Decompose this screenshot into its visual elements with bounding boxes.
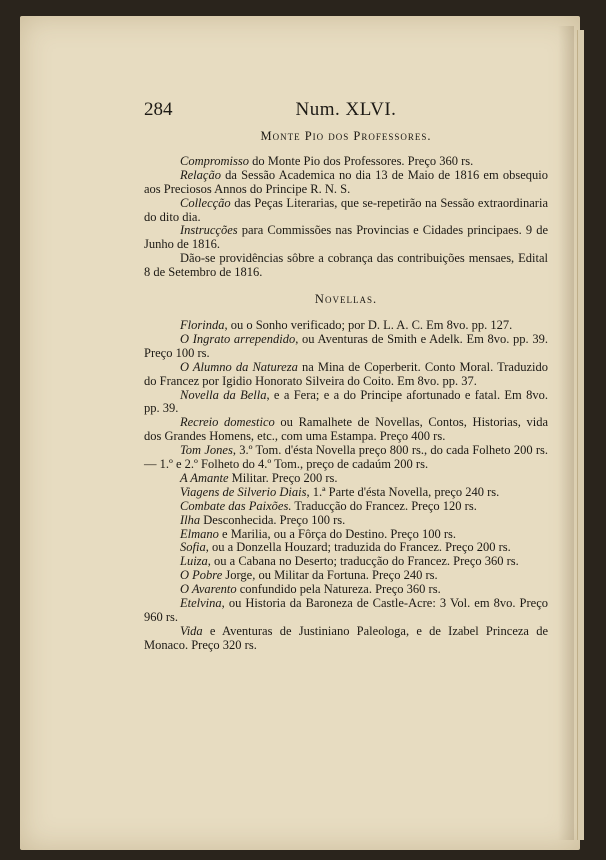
entry-text: e Marilia, ou a Fôrça do Destino. Preço 100 rs.	[218, 526, 456, 541]
entry-text: confundido pela Natureza. Preço 360 rs.	[236, 582, 441, 597]
catalog-entry	[144, 361, 548, 389]
page-header	[144, 98, 548, 124]
entry-title: O Alumno da Natureza	[180, 359, 298, 374]
catalog-entry	[144, 486, 548, 500]
entry-text: na Mina de Coperberit. Conto Moral. Traduzido do Francez por Igidio Honorato Silveira do Coito. Em 8vo. pp. 37.	[144, 359, 548, 388]
entry-text: Dão-se providências sôbre a cobrança das contribuições mensaes, Edital 8 de Setembro de 1816.	[144, 251, 548, 280]
entry-title: O Ingrato arrependido	[180, 331, 296, 346]
section-title: Novellas.	[314, 292, 378, 307]
page-fold-shadow	[558, 26, 574, 840]
entry-text: para Commissões nas Provincias e Cidades principaes. 9 de Junho de 1816.	[144, 223, 548, 252]
entry-title: Recreio domestico	[180, 415, 275, 430]
entry-title: Novella da Bella	[180, 387, 267, 402]
entry-text: do Monte Pio dos Professores. Preço 360 rs.	[249, 153, 474, 168]
entry-text: , 1.ª Parte d'ésta Novella, preço 240 rs.	[306, 484, 500, 499]
entry-text: e Aventuras de Justiniano Paleologa, e de Izabel Princeza de Monaco. Preço 320 rs.	[144, 623, 548, 652]
entry-title: Etelvina	[180, 596, 222, 611]
sections-container	[144, 130, 548, 653]
running-head: Num. XLVI.	[295, 99, 397, 120]
catalog-entry	[144, 416, 548, 444]
entry-text: Desconhecida. Preço 100 rs.	[200, 512, 346, 527]
entry-text: da Sessão Academica no dia 13 de Maio de 1816 em obsequio aos Preciosos Annos do Principe R. N. S.	[144, 167, 548, 196]
entry-title: Florinda	[180, 317, 225, 332]
entry-text: ou Ramalhete de Novellas, Contos, Historias, vida dos Grandes Homens, etc., com uma Estampa. Preço 400 rs.	[144, 415, 548, 444]
page-number: 284	[144, 99, 173, 120]
catalog-entry	[144, 197, 548, 225]
entry-title: O Pobre	[180, 568, 223, 583]
entry-title: Compromisso	[180, 153, 249, 168]
entry-title: Relação	[180, 167, 221, 182]
catalog-entry	[144, 500, 548, 514]
catalog-entry	[144, 389, 548, 417]
entry-title: Collecção	[180, 195, 231, 210]
catalog-entry	[144, 625, 548, 653]
catalog-entry	[144, 528, 548, 542]
entry-text: , e a Fera; e a do Principe afortunado e fatal. Em 8vo. pp. 39.	[144, 387, 548, 416]
entry-text: , 3.º Tom. d'ésta Novella preço 800 rs., do cada Folheto 200 rs. — 1.º e 2.º Folheto do 4.º Tom., preço de cadaúm 200 rs.	[144, 443, 548, 472]
entry-title: Luiza	[180, 554, 208, 569]
entry-text: Militar. Preço 200 rs.	[228, 470, 338, 485]
catalog-entry	[144, 569, 548, 583]
catalog-entry	[144, 541, 548, 555]
entry-title: Instrucções	[180, 223, 238, 238]
page-edge	[577, 30, 584, 840]
catalog-entry	[144, 169, 548, 197]
catalog-entry	[144, 597, 548, 625]
book-page	[20, 16, 580, 850]
entry-title: A Amante	[180, 470, 229, 485]
catalog-entry	[144, 333, 548, 361]
catalog-entry	[144, 444, 548, 472]
entry-title: Elmano	[180, 526, 219, 541]
entry-title: Tom Jones	[180, 443, 233, 458]
entry-text: Jorge, ou Militar da Fortuna. Preço 240 rs.	[222, 568, 438, 583]
entry-title: Viagens de Silverio Diais	[180, 484, 307, 499]
catalog-entry	[144, 472, 548, 486]
catalog-entry	[144, 224, 548, 252]
catalog-entry	[144, 514, 548, 528]
entry-title: Combate das Paixões.	[180, 498, 292, 513]
catalog-entry	[144, 252, 548, 280]
entry-title: Sofia	[180, 540, 206, 555]
entry-text: , ou a Cabana no Deserto; traducção do Francez. Preço 360 rs.	[207, 554, 519, 569]
catalog-entry	[144, 155, 548, 169]
entry-text: , ou o Sonho verificado; por D. L. A. C. Em 8vo. pp. 127.	[224, 317, 513, 332]
entry-text: , ou Historia da Baroneza de Castle-Acre: 3 Vol. em 8vo. Preço 960 rs.	[144, 596, 548, 624]
page-text-block	[144, 98, 548, 653]
section-title: Monte Pio dos Professores.	[260, 129, 432, 143]
entry-title: Ilha	[180, 512, 201, 527]
entry-text: , ou Aventuras de Smith e Adelk. Em 8vo. pp. 39. Preço 100 rs.	[144, 331, 548, 360]
entry-text: das Peças Literarias, que se-repetirão na Sessão extraordinaria do dito dia.	[144, 195, 548, 224]
entry-text: Traducção do Francez. Preço 120 rs.	[291, 498, 477, 513]
entry-title: Vida	[180, 623, 203, 638]
catalog-entry	[144, 319, 548, 333]
catalog-entry	[144, 555, 548, 569]
catalog-entry	[144, 583, 548, 597]
entry-text: , ou a Donzella Houzard; traduzida do Francez. Preço 200 rs.	[205, 540, 511, 555]
entry-title: O Avarento	[180, 582, 237, 597]
